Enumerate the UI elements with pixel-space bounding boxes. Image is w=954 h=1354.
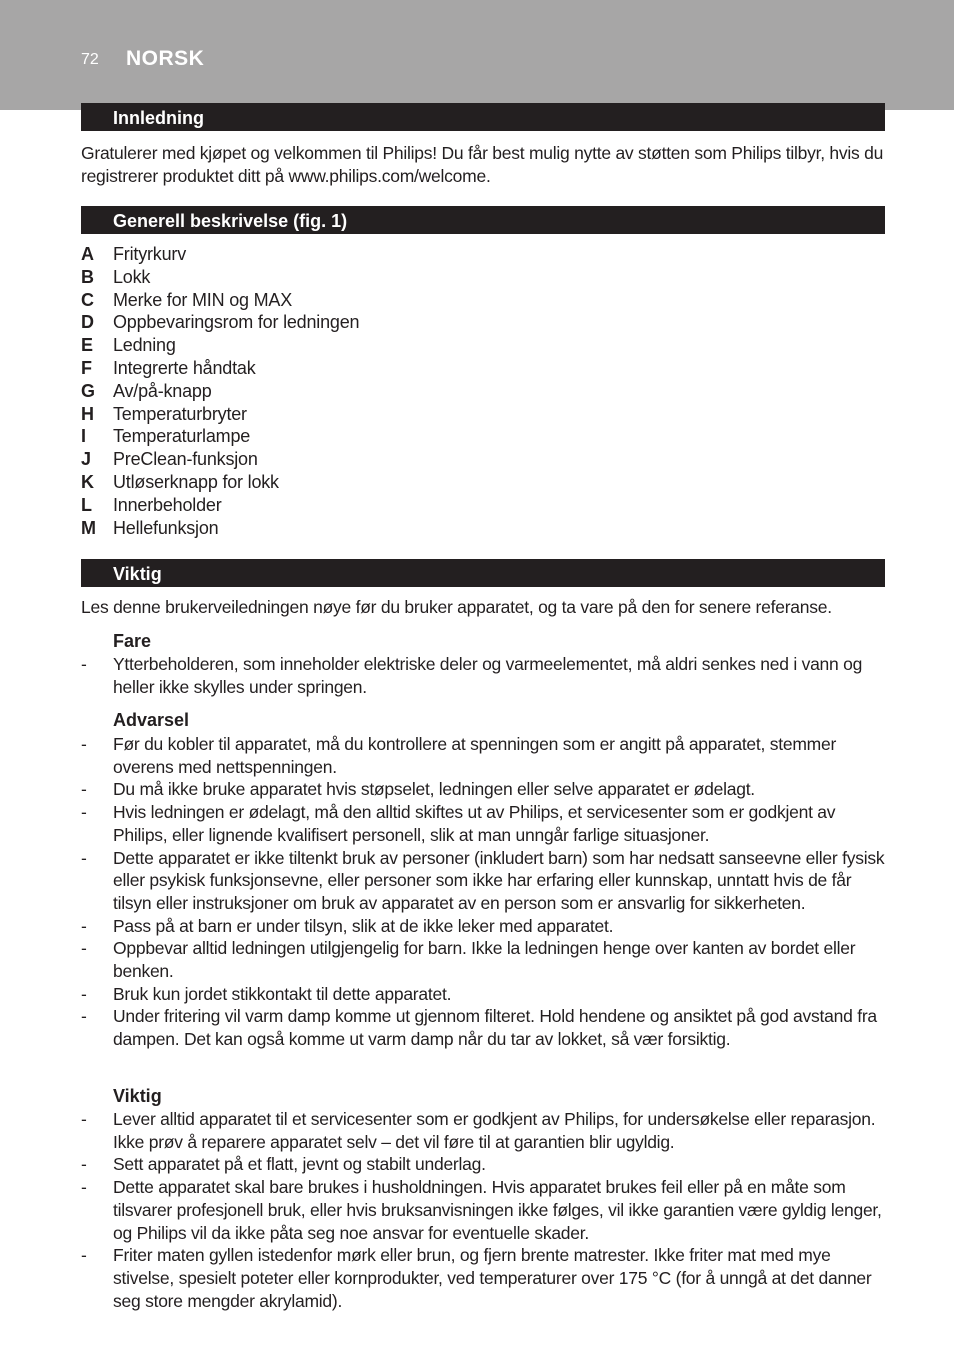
parts-list-item [81,334,359,357]
part-label: Frityrkurv [113,244,186,264]
parts-list [81,243,359,539]
part-letter: B [81,266,94,287]
important-intro-paragraph: Les denne brukerveiledningen nøye før du bruker apparatet, og ta vare på den for senere referanse. [81,597,832,617]
bullet-item [81,801,887,846]
bullet-item [81,778,887,801]
parts-list-item [81,448,359,471]
parts-list-item [81,311,359,334]
part-label: Utløserknapp for lokk [113,471,279,492]
bullet-dash: - [81,938,87,959]
bullet-text: Under fritering vil varm damp komme ut gjennom filteret. Hold hendene og ansiktet på god avstand fra dampen. Det kan også komme ut varm damp når du tar av lokket, så vær forsiktig. [113,1006,877,1050]
bullet-item [81,1244,887,1312]
section-heading-introduction: Innledning [81,103,885,131]
danger-list [81,653,887,698]
parts-list-item [81,403,359,426]
parts-list-item [81,494,359,517]
bullet-text: Lever alltid apparatet til et servicesenter som er godkjent av Philips, for undersøkelse eller reparasjon. Ikke prøv å reparere apparatet selv – det vil føre til at garantien blir ugyldig. [113,1109,876,1152]
part-label: Temperaturlampe [113,426,251,447]
parts-list-item [81,380,359,403]
bullet-dash: - [81,1006,87,1027]
part-label: Merke for MIN og MAX [113,289,293,310]
danger-heading: Fare [113,631,152,651]
part-label: Ledning [113,335,176,356]
bullet-dash: - [81,1109,87,1129]
bullet-item [81,937,887,982]
bullet-item [81,733,887,778]
part-letter: I [81,426,86,447]
parts-list-item [81,517,359,540]
caution-list [81,1108,887,1312]
warning-heading: Advarsel [113,710,190,730]
bullet-text: Sett apparatet på et flatt, jevnt og stabilt underlag. [113,1154,486,1175]
part-letter: G [81,380,95,401]
bullet-dash: - [81,654,87,674]
bullet-dash: - [81,1177,87,1198]
parts-list-item [81,266,359,289]
bullet-item [81,983,887,1006]
bullet-text: Dette apparatet skal bare brukes i husholdningen. Hvis apparatet brukes feil eller på en måte som tilsvarer profesjonell bruk, eller hvis bruksanvisningen ikke følges, vil ikke garantien være gyldig lenger, og Philips vil da ikke påta seg noe ansvar for eventuelle skader. [113,1177,882,1243]
bullet-dash: - [81,915,87,936]
bullet-text: Før du kobler til apparatet, må du kontrollere at spenningen som er angitt på apparatet, stemmer overens med nettspenningen. [113,734,837,777]
bullet-dash: - [81,983,87,1004]
part-label: Oppbevaringsrom for ledningen [113,312,360,333]
warning-list [81,733,887,1051]
part-letter: L [81,494,92,515]
bullet-item [81,1108,887,1153]
part-label: Temperaturbryter [113,403,247,424]
bullet-item [81,915,887,938]
parts-list-item [81,357,359,380]
section-heading-important: Viktig [81,559,885,587]
bullet-text: Oppbevar alltid ledningen utilgjengelig for barn. Ikke la ledningen henge over kanten av bordet eller benken. [113,938,856,982]
part-letter: M [81,517,96,538]
part-letter: C [81,289,94,310]
part-letter: D [81,312,94,333]
bullet-dash: - [81,1154,87,1175]
part-letter: H [81,403,94,424]
bullet-item [81,1005,887,1050]
bullet-dash: - [81,734,87,754]
part-label: Innerbeholder [113,494,222,515]
bullet-text: Dette apparatet er ikke tiltenkt bruk av personer (inkludert barn) som har nedsatt sanseevne eller fysisk eller psykisk funksjonsevne, eller personer som ikke har erfaring eller kunnskap, unntatt hvis de får tilsyn eller instruksjoner om bruk av apparatet av en person som er ansvarlig for sikkerheten. [113,847,885,913]
parts-list-item [81,471,359,494]
intro-paragraph: Gratulerer med kjøpet og velkommen til Philips! Du får best mulig nytte av støtten som Philips tilbyr, hvis du registrerer produktet ditt på www.philips.com/welcome. [81,143,884,186]
page-header [0,0,954,110]
bullet-item [81,1153,887,1176]
part-letter: E [81,335,93,356]
bullet-text: Ytterbeholderen, som inneholder elektriske deler og varmeelementet, må aldri senkes ned i vann og heller ikke skylles under springen. [113,654,863,697]
bullet-dash: - [81,847,87,868]
part-label: Integrerte håndtak [113,357,256,378]
bullet-text: Pass på at barn er under tilsyn, slik at de ikke leker med apparatet. [113,915,614,936]
part-label: Lokk [113,266,151,287]
bullet-item [81,847,887,915]
part-label: PreClean-funksjon [113,449,258,470]
bullet-dash: - [81,1245,87,1266]
part-letter: A [81,244,94,264]
bullet-text: Hvis ledningen er ødelagt, må den alltid skiftes ut av Philips, et servicesenter som er godkjent av Philips, eller lignende kvalifisert personell, slik at man unngår farlige situasjoner. [113,802,836,845]
bullet-item [81,1176,887,1244]
part-letter: K [81,471,94,492]
bullet-item [81,653,887,698]
section-heading-general-description: Generell beskrivelse (fig. 1) [81,206,885,234]
language-title: NORSK [126,47,205,70]
parts-list-item [81,425,359,448]
page-number: 72 [81,51,99,68]
parts-list-item [81,289,359,312]
part-letter: F [81,357,92,378]
caution-heading: Viktig [113,1086,162,1106]
bullet-text: Du må ikke bruke apparatet hvis støpselet, ledningen eller selve apparatet er ødelagt. [113,779,755,800]
parts-list-item [81,243,359,266]
bullet-dash: - [81,802,87,823]
bullet-text: Friter maten gyllen istedenfor mørk eller brun, og fjern brente matrester. Ikke friter mat med mye stivelse, spesielt poteter eller kornprodukter, ved temperaturer over 175 °C (for å unngå at det danner seg store mengder akrylamid). [113,1245,872,1311]
bullet-text: Bruk kun jordet stikkontakt til dette apparatet. [113,983,452,1004]
bullet-dash: - [81,779,87,800]
part-letter: J [81,449,91,470]
part-label: Hellefunksjon [113,517,219,538]
part-label: Av/på-knapp [113,380,212,401]
